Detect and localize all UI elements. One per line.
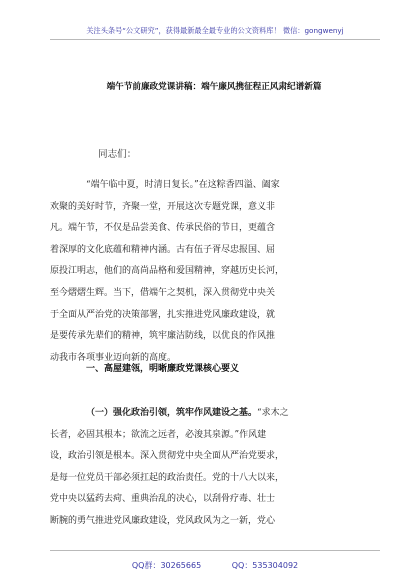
paragraph-line: 动我市各项事业迈向新的高度。 xyxy=(50,352,177,363)
header-divider xyxy=(50,39,380,40)
quote-start: “求木之 xyxy=(257,408,289,418)
footer-qq: QQ：535304092 xyxy=(231,561,299,570)
paragraph-line: 着深厚的文化底蕴和精神内涵。古有伍子胥尽忠报国、屈 xyxy=(50,244,276,255)
paragraph-line: 原投江明志，他们的高尚品格和爱国精神，穿越历史长河， xyxy=(50,266,285,277)
paragraph-line: 欢聚的美好时节，齐聚一堂，开展这次专题党课，意义非 xyxy=(50,201,276,212)
paragraph-line: 至今熠熠生辉。当下，借端午之契机，深入贯彻党中央关 xyxy=(50,287,276,298)
paragraph-line: 是要传承先辈们的精神，筑牢廉洁防线，以优良的作风推 xyxy=(50,331,276,342)
footer-qq-group: QQ群：30265665 xyxy=(131,561,202,570)
paragraph-line: 是每一位党员干部必须扛起的政治责任。党的十八大以来， xyxy=(50,472,285,483)
paragraph-line: 设，政治引领是根本。深入贯彻党中央全面从严治党要求， xyxy=(50,451,285,462)
greeting: 同志们： xyxy=(98,149,137,160)
paragraph-line: 党中央以猛药去疴、重典治乱的决心，以刮骨疗毒、壮士 xyxy=(50,494,276,505)
intro-paragraph xyxy=(50,175,376,369)
paragraph-line: 断腕的勇气推进党风廉政建设，党风政风为之一新，党心 xyxy=(50,515,276,526)
paragraph-line: 于全面从严治党的决策部署，扎实推进党风廉政建设，就 xyxy=(50,309,276,320)
footer-divider xyxy=(50,550,380,551)
footer xyxy=(50,560,380,571)
document-title: 端午节前廉政党课讲稿：端午廉风携征程正风肃纪谱新篇 xyxy=(106,82,322,92)
section-heading: 一、高屋建瓴，明晰廉政党课核心要义 xyxy=(86,364,240,374)
paragraph-line xyxy=(50,403,376,425)
paragraph-line: “端午临中夏，时清日复长。”在这粽香四溢、阖家 xyxy=(86,180,280,190)
subsection-paragraph xyxy=(50,403,376,533)
paragraph-line: 凡。端午节，不仅是品尝美食、传承民俗的节日，更蕴含 xyxy=(50,223,276,234)
header-banner: 关注头条号“公文研究”，获得最新最全最专业的公文资料库！ 微信：gongwenyj xyxy=(86,26,344,35)
subsection-heading: （一）强化政治引领，筑牢作风建设之基。 xyxy=(86,408,258,418)
paragraph-line: 长者，必固其根本；欲流之远者，必浚其泉源。”作风建 xyxy=(50,429,267,440)
